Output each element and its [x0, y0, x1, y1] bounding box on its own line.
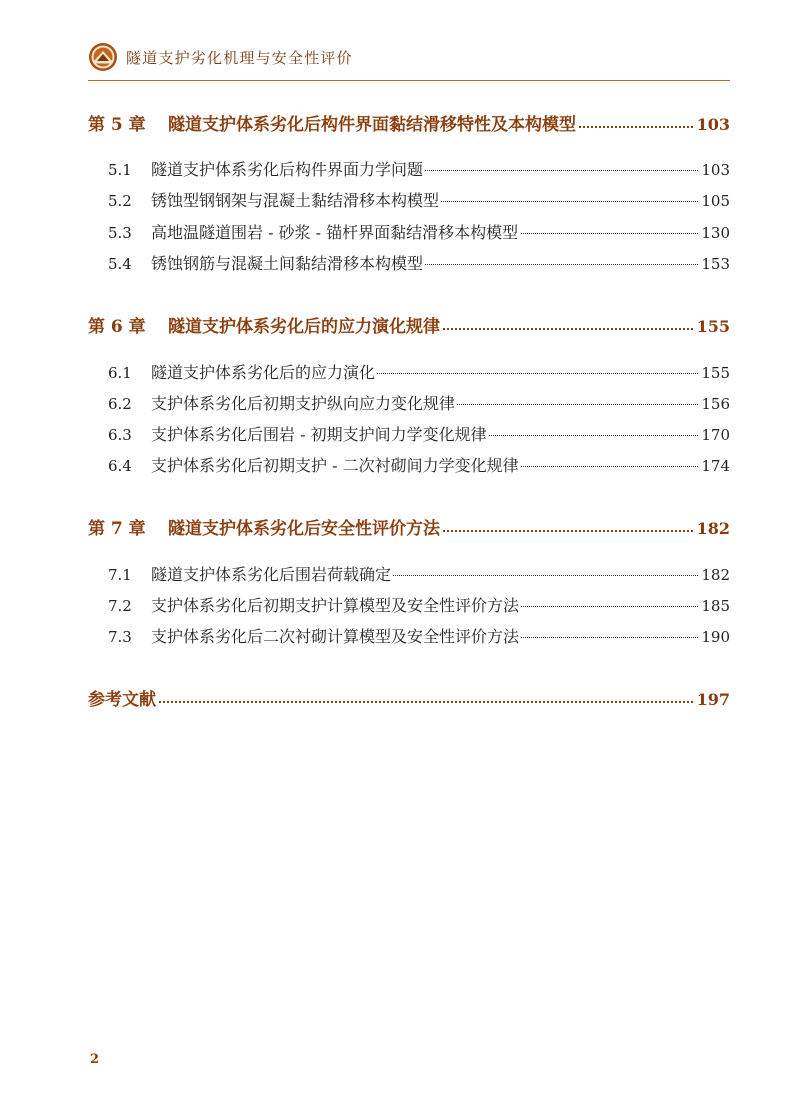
section-number: 7.1 [108, 566, 132, 584]
section-title: 隧道支护体系劣化后围岩荷载确定 [151, 562, 393, 588]
section-number: 6.1 [108, 364, 132, 382]
chapter-title: 隧道支护体系劣化后安全性评价方法 [168, 516, 442, 542]
section-page: 105 [699, 188, 730, 214]
section-page: 156 [699, 391, 730, 417]
section-page: 185 [699, 593, 730, 619]
section-page: 130 [699, 220, 730, 246]
section-title: 隧道支护体系劣化后构件界面力学问题 [151, 157, 425, 183]
section-number: 7.3 [108, 628, 132, 646]
section-number: 5.1 [108, 161, 132, 179]
toc-chapter-5[interactable] [0, 112, 790, 138]
book-title: 隧道支护劣化机理与安全性评价 [126, 48, 353, 67]
section-page: 103 [699, 157, 730, 183]
section-title: 锈蚀钢筋与混凝土间黏结滑移本构模型 [151, 251, 425, 277]
section-page: 190 [699, 624, 730, 650]
chapter-number: 第 5 章 [88, 115, 146, 135]
toc-section-7-2[interactable] [0, 593, 790, 619]
section-title: 支护体系劣化后初期支护 - 二次衬砌间力学变化规律 [151, 453, 521, 479]
section-title: 支护体系劣化后围岩 - 初期支护间力学变化规律 [151, 422, 489, 448]
chapter-page: 155 [695, 314, 730, 340]
toc-chapter-6[interactable] [0, 314, 790, 340]
dot-leader [88, 687, 728, 703]
section-number: 6.2 [108, 395, 132, 413]
section-number: 6.4 [108, 457, 132, 475]
toc-section-5-3[interactable] [0, 220, 790, 246]
section-number: 7.2 [108, 597, 132, 615]
section-title: 支护体系劣化后二次衬砌计算模型及安全性评价方法 [151, 624, 521, 650]
running-header [88, 40, 353, 74]
chapter-number: 第 7 章 [88, 519, 146, 539]
section-title: 高地温隧道围岩 - 砂浆 - 锚杆界面黏结滑移本构模型 [151, 220, 520, 246]
chapter-page: 182 [695, 516, 730, 542]
toc-section-6-1[interactable] [0, 360, 790, 386]
section-page: 182 [699, 562, 730, 588]
section-number: 5.2 [108, 192, 132, 210]
section-title: 锈蚀型钢钢架与混凝土黏结滑移本构模型 [151, 188, 441, 214]
section-number: 5.4 [108, 255, 132, 273]
toc-section-7-1[interactable] [0, 562, 790, 588]
section-page: 174 [699, 453, 730, 479]
chapter-page: 103 [695, 112, 730, 138]
section-title: 支护体系劣化后初期支护计算模型及安全性评价方法 [151, 593, 521, 619]
toc-references[interactable] [0, 687, 790, 713]
chapter-number: 第 6 章 [88, 317, 146, 337]
chapter-title: 隧道支护体系劣化后的应力演化规律 [168, 314, 442, 340]
section-number: 5.3 [108, 224, 132, 242]
toc-section-5-1[interactable] [0, 157, 790, 183]
book-logo-icon [88, 42, 118, 72]
section-number: 6.3 [108, 426, 132, 444]
chapter-title: 隧道支护体系劣化后构件界面黏结滑移特性及本构模型 [168, 112, 578, 138]
toc-section-6-2[interactable] [0, 391, 790, 417]
section-page: 170 [699, 422, 730, 448]
page-number: 2 [90, 1052, 100, 1067]
toc-chapter-7[interactable] [0, 516, 790, 542]
toc-section-6-4[interactable] [0, 453, 790, 479]
toc-section-5-4[interactable] [0, 251, 790, 277]
header-rule [88, 80, 730, 81]
section-page: 155 [699, 360, 730, 386]
section-title: 隧道支护体系劣化后的应力演化 [151, 360, 377, 386]
toc-section-7-3[interactable] [0, 624, 790, 650]
references-title: 参考文献 [88, 687, 158, 713]
section-page: 153 [699, 251, 730, 277]
toc-section-6-3[interactable] [0, 422, 790, 448]
references-page: 197 [695, 687, 730, 713]
toc-section-5-2[interactable] [0, 188, 790, 214]
section-title: 支护体系劣化后初期支护纵向应力变化规律 [151, 391, 457, 417]
